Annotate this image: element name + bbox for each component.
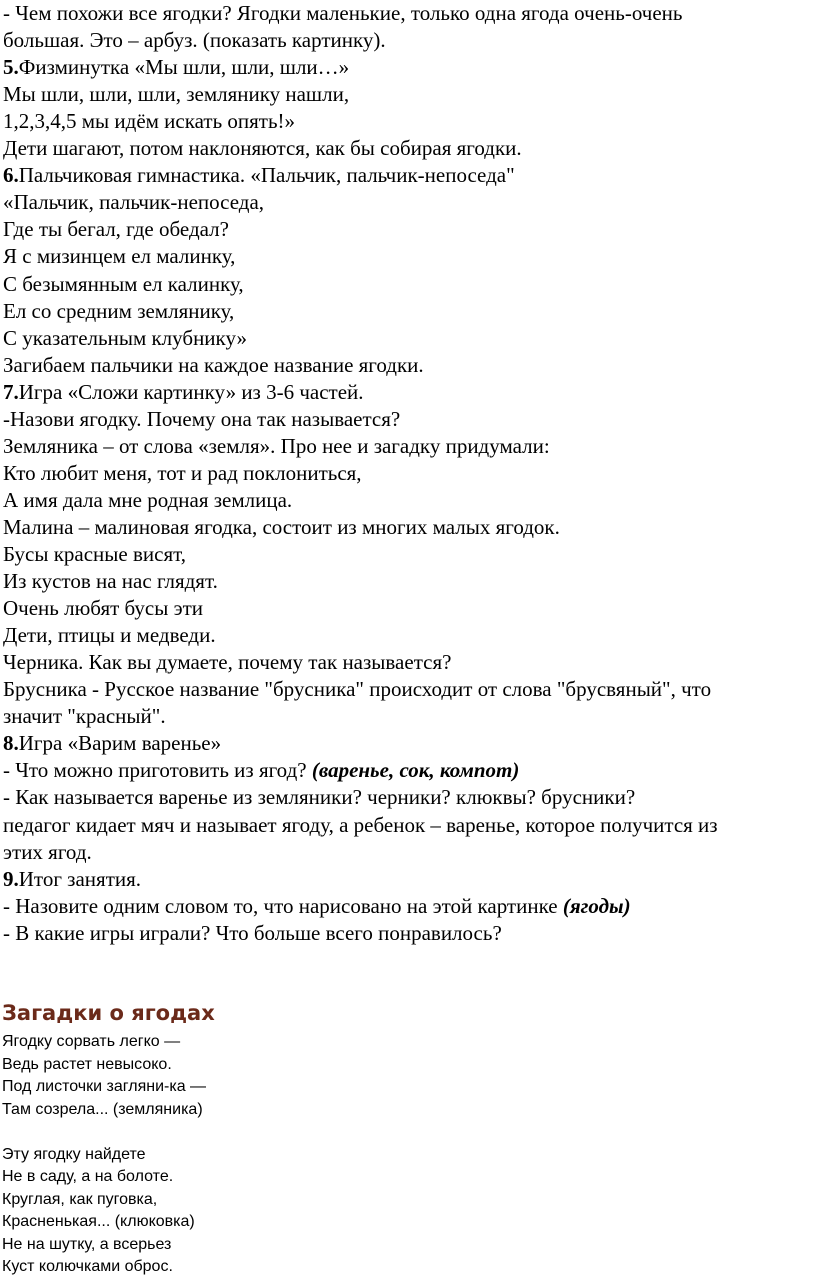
section-number: 7. [3, 379, 19, 404]
riddles-heading: Загадки о ягодах [2, 1001, 215, 1025]
riddle-line: Не на шутку, а всерьез [2, 1235, 172, 1253]
text-line: 1,2,3,4,5 мы идём искать опять!» [3, 109, 296, 134]
text-line: Малина – малиновая ягодка, состоит из многих малых ягодок. [3, 514, 560, 539]
riddle-line: Красненькая... (клюковка) [2, 1213, 195, 1230]
text-line: 5.Физминутка «Мы шли, шли, шли…» [3, 55, 350, 80]
text-line: Мы шли, шли, шли, землянику нашли, [3, 82, 350, 107]
text-line: - Чем похожи все ягодки? Ягодки маленькие, только одна ягода очень-очень [3, 1, 683, 25]
riddle-line: Эту ягодку найдете [2, 1145, 146, 1163]
text-line: этих ягод. [3, 839, 92, 864]
text-line: Бусы красные висят, [3, 542, 186, 566]
text-line: педагог кидает мяч и называет ягоду, а ребенок – варенье, которое получится из [3, 812, 718, 837]
text-line: С указательным клубнику» [3, 325, 247, 350]
text-line: значит "красный". [3, 704, 166, 729]
section-number: 9. [3, 866, 19, 891]
riddle-line: Куст колючками оброс. [2, 1258, 173, 1275]
text-line: Брусника - Русское название "брусника" происходит от слова "брусвяный", что [3, 677, 712, 702]
answer-emphasis: (варенье, сок, компот) [311, 758, 520, 783]
text-line: Земляника – от слова «земля». Про нее и загадку придумали: [3, 433, 550, 458]
section-number: 5. [3, 55, 19, 80]
text-line: С безымянным ел калинку, [3, 271, 244, 296]
riddle-line: Круглая, как пуговка, [2, 1190, 158, 1208]
text-line: - В какие игры играли? Что больше всего понравилось? [3, 920, 502, 945]
text-line: «Пальчик, пальчик-непоседа, [3, 190, 265, 215]
text-line: Загибаем пальчики на каждое название ягодки. [3, 352, 424, 377]
riddle-line: Ягодку сорвать легко — [2, 1033, 181, 1050]
riddle-line: Ведь растет невысоко. [2, 1055, 172, 1073]
text-line: Дети, птицы и медведи. [3, 623, 216, 648]
text-line: 7.Игра «Сложи картинку» из 3-6 частей. [3, 379, 364, 404]
text-line: Ел со средним землянику, [3, 298, 235, 323]
text-line: 8.Игра «Варим варенье» [3, 731, 222, 756]
text-line: Кто любит меня, тот и рад поклониться, [3, 460, 362, 485]
riddle-line: Под листочки загляни-ка — [2, 1078, 207, 1095]
section-number: 8. [3, 731, 19, 756]
text-line: - Что можно приготовить из ягод? (варенье, сок, компот) [3, 758, 520, 783]
text-line: Дети шагают, потом наклоняются, как бы собирая ягодки. [3, 136, 522, 161]
text-line: -Назови ягодку. Почему она так называется? [3, 406, 401, 431]
section-number: 6. [3, 163, 19, 188]
answer-emphasis: (ягоды) [562, 893, 631, 918]
text-line: Где ты бегал, где обедал? [3, 217, 229, 242]
text-line: Очень любят бусы эти [3, 596, 204, 621]
riddle-line: Там созрела... (земляника) [2, 1100, 203, 1118]
text-line: Черника. Как вы думаете, почему так называется? [3, 650, 452, 675]
text-line: - Назовите одним словом то, что нарисовано на этой картинке (ягоды) [3, 893, 631, 918]
text-line: 6.Пальчиковая гимнастика. «Пальчик, пальчик-непоседа" [3, 163, 515, 188]
text-line: большая. Это – арбуз. (показать картинку). [3, 28, 386, 53]
text-line: - Как называется варенье из земляники? черники? клюквы? брусники? [3, 785, 636, 810]
text-line: А имя дала мне родная землица. [3, 487, 293, 512]
riddle-line: Не в саду, а на болоте. [2, 1168, 174, 1185]
text-line: 9.Итог занятия. [3, 866, 142, 891]
text-line: Я с мизинцем ел малинку, [3, 244, 236, 269]
text-line: Из кустов на нас глядят. [3, 569, 218, 594]
